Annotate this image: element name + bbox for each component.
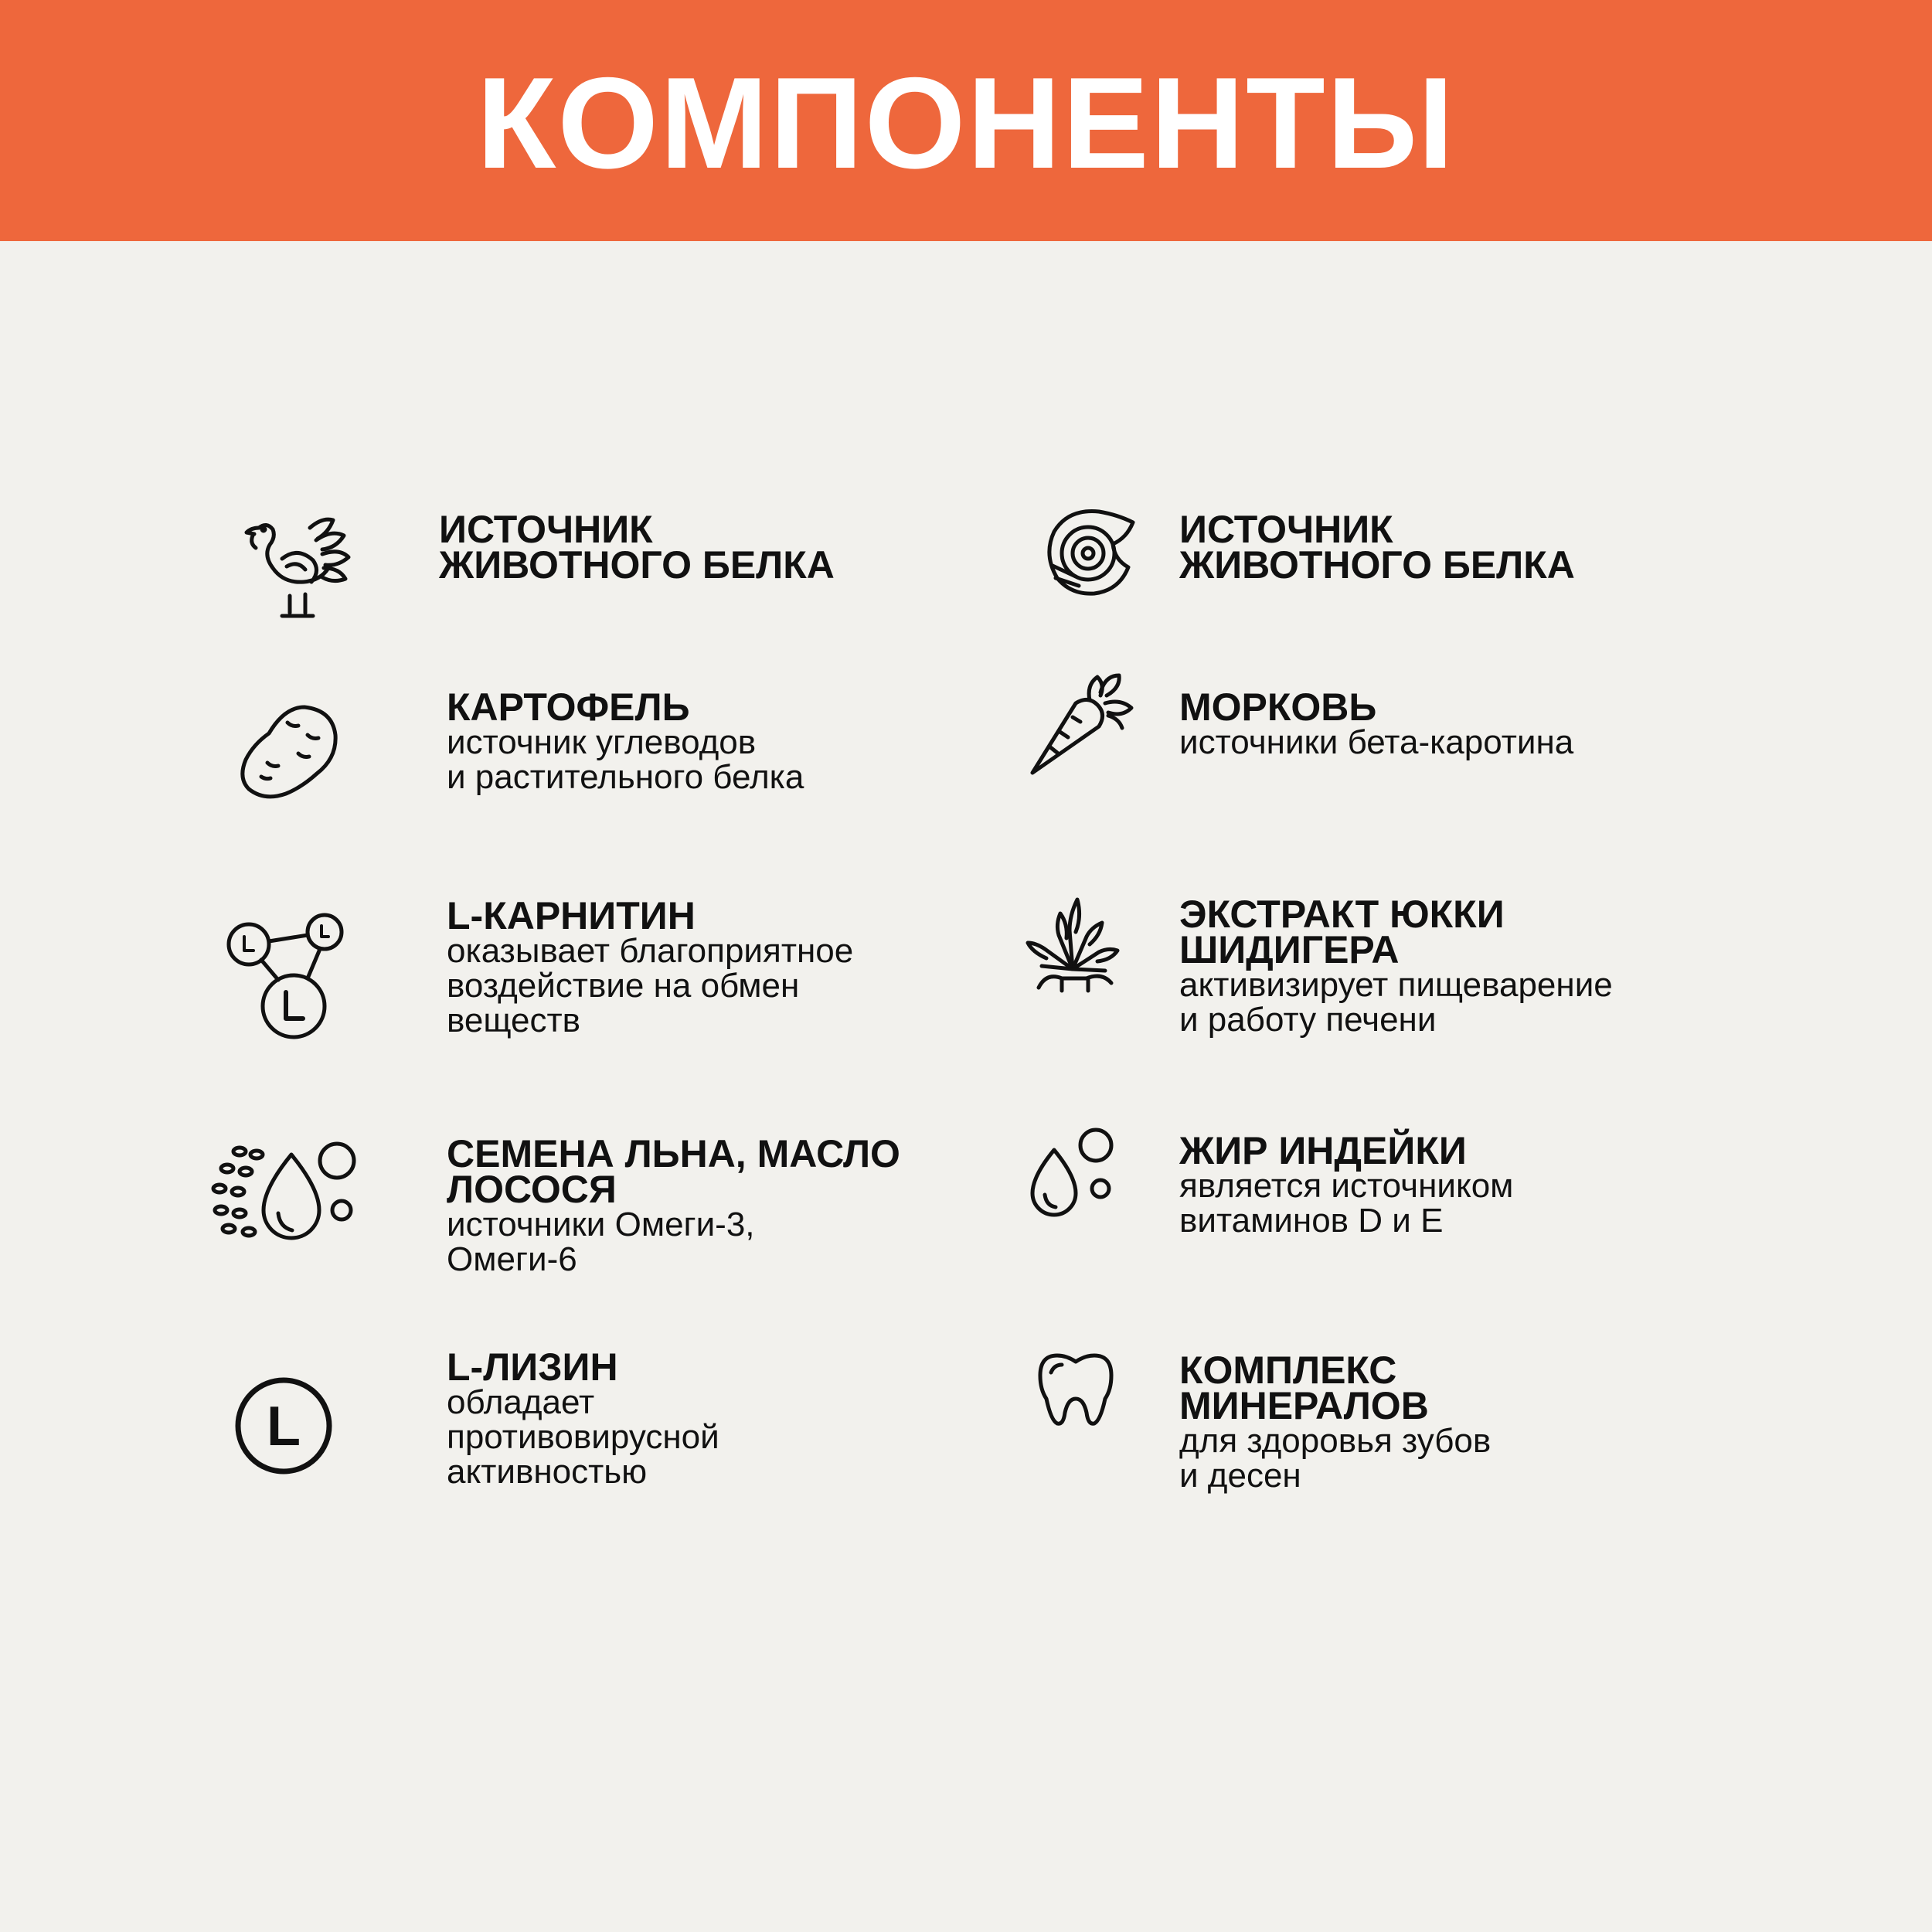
page-title: КОМПОНЕНТЫ (476, 49, 1456, 196)
ingredient-description: является источником витаминов D и E (1179, 1167, 1514, 1240)
ingredient-description: для здоровья зубов и десен (1179, 1422, 1492, 1495)
ingredient-title: СЕМЕНА ЛЬНА, МАСЛО ЛОСОСЯ (447, 1132, 900, 1211)
ingredient-title: КОМПЛЕКС МИНЕРАЛОВ (1179, 1349, 1429, 1427)
ingredient-text (447, 1132, 900, 1278)
yucca-icon (1026, 896, 1119, 997)
ingredient-title: L-ЛИЗИН (447, 1345, 618, 1389)
svg-text:L: L (267, 1396, 301, 1458)
ingredient-title: ИСТОЧНИК ЖИВОТНОГО БЕЛКА (439, 508, 835, 587)
ingredient-text (447, 685, 804, 796)
potato-icon (240, 699, 340, 800)
ingredient-text (1179, 685, 1574, 761)
ingredient-title: ИСТОЧНИК ЖИВОТНОГО БЕЛКА (1179, 508, 1575, 587)
ingredient-description: источники бета-каротина (1179, 723, 1574, 761)
carrot-icon (1028, 669, 1136, 777)
ingredient-description: активизирует пищеварение и работу печени (1179, 966, 1613, 1039)
ingredient-description: обладает противовирусной активностью (447, 1383, 719, 1491)
molecule-icon (224, 912, 348, 1043)
ingredient-text (447, 1345, 719, 1491)
ingredient-title: L-КАРНИТИН (447, 894, 696, 937)
ingredient-title: ЭКСТРАКТ ЮККИ ШИДИГЕРА (1179, 893, 1505, 971)
ingredient-text (447, 894, 854, 1039)
ingredient-text (1179, 893, 1613, 1039)
header-banner (0, 0, 1932, 241)
ingredient-description: оказывает благоприятное воздействие на обмен веществ (447, 932, 854, 1039)
ingredient-description: источник углеводов и растительного белка (447, 723, 804, 796)
ingredient-title: КАРТОФЕЛЬ (447, 685, 690, 729)
fat-drop-icon (1029, 1127, 1122, 1219)
ingredient-text (439, 508, 835, 587)
l-circle-icon (233, 1376, 334, 1476)
turkey-icon (236, 512, 359, 628)
ingredient-text (1179, 1349, 1492, 1495)
seeds-oil-icon (210, 1138, 365, 1253)
tooth-icon (1037, 1351, 1114, 1428)
ingredient-title: ЖИР ИНДЕЙКИ (1179, 1129, 1467, 1172)
ingredient-title: МОРКОВЬ (1179, 685, 1377, 729)
ingredient-text (1179, 508, 1575, 587)
ingredient-description: источники Омеги-3, Омеги-6 (447, 1206, 755, 1278)
ingredient-text (1179, 1129, 1514, 1240)
salmon-steak-icon (1045, 504, 1138, 597)
